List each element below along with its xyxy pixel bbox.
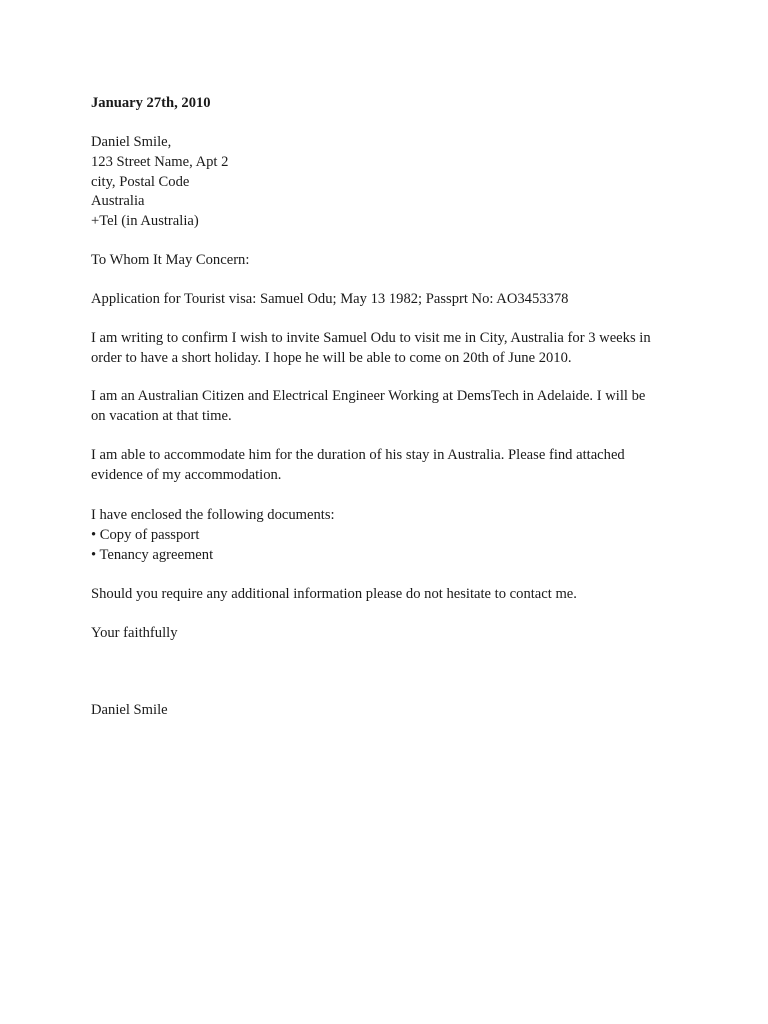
enclosures-intro: I have enclosed the following documents: <box>91 507 335 523</box>
paragraph-2-line-2: on vacation at that time. <box>91 408 232 424</box>
signature-name: Daniel Smile <box>91 702 168 718</box>
letter-date: January 27th, 2010 <box>91 95 211 111</box>
paragraph-3-line-1: I am able to accommodate him for the duration of his stay in Australia. Please find attached <box>91 447 625 463</box>
enclosure-item: • Tenancy agreement <box>91 547 214 563</box>
subject-line: Application for Tourist visa: Samuel Odu; May 13 1982; Passprt No: AO3453378 <box>91 291 569 307</box>
valediction: Your faithfully <box>91 625 178 641</box>
salutation: To Whom It May Concern: <box>91 252 250 268</box>
closing-paragraph: Should you require any additional information please do not hesitate to contact me. <box>91 586 577 602</box>
paragraph-3-line-2: evidence of my accommodation. <box>91 467 282 483</box>
sender-phone: +Tel (in Australia) <box>91 213 199 229</box>
enclosure-item: • Copy of passport <box>91 527 200 543</box>
sender-name: Daniel Smile, <box>91 134 172 150</box>
paragraph-1-line-1: I am writing to confirm I wish to invite Samuel Odu to visit me in City, Australia for 3 weeks in <box>91 330 651 346</box>
sender-country: Australia <box>91 193 145 209</box>
sender-street: 123 Street Name, Apt 2 <box>91 154 229 170</box>
paragraph-1-line-2: order to have a short holiday. I hope he will be able to come on 20th of June 2010. <box>91 350 572 366</box>
sender-city: city, Postal Code <box>91 174 190 190</box>
paragraph-2-line-1: I am an Australian Citizen and Electrical Engineer Working at DemsTech in Adelaide. I will be <box>91 388 646 404</box>
